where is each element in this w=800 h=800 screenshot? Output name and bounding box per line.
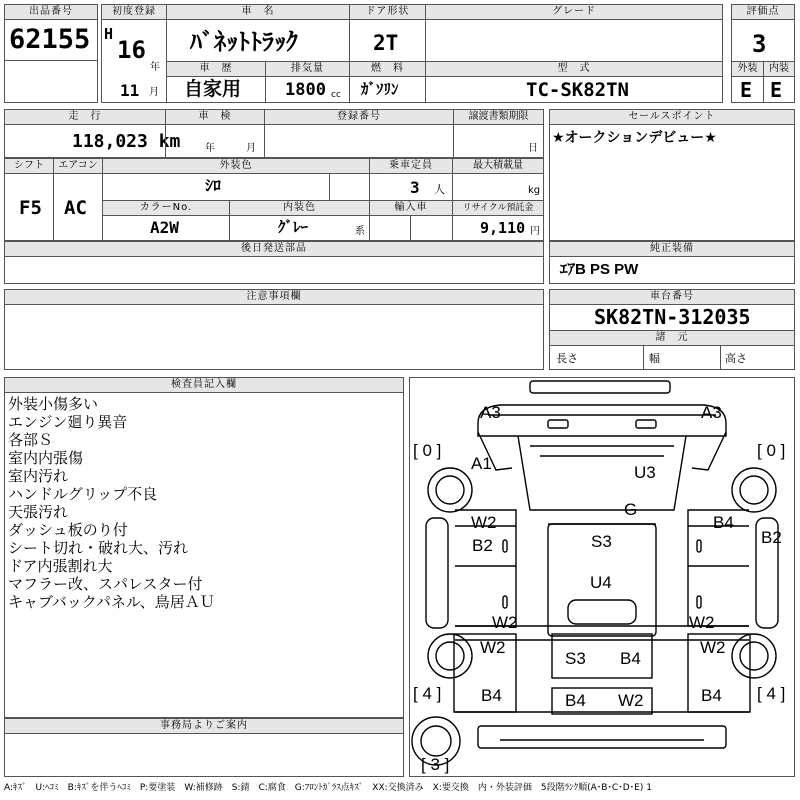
- grade-label: グレード: [425, 4, 723, 20]
- shift-label: シフト: [4, 158, 54, 174]
- seats-value: 3: [410, 178, 420, 197]
- mark-w2-left-mid: W2: [492, 613, 518, 632]
- history-value: 自家用: [184, 78, 242, 100]
- mark-g: G: [624, 500, 638, 519]
- interior-grade-label: 内装: [763, 61, 795, 77]
- width-label: 幅: [649, 352, 660, 365]
- interior-color-label: 内装色: [229, 200, 370, 216]
- inspection-month-unit: 月: [246, 143, 256, 154]
- later-parts-cell: [4, 256, 544, 284]
- mark-w2-left-front: W2: [471, 513, 497, 532]
- tire-tread-rear-right: [ 4 ]: [757, 684, 786, 703]
- mark-s3-cab: S3: [591, 532, 612, 551]
- body-color-sub: [329, 173, 370, 201]
- registration-year: 16: [117, 36, 146, 64]
- inspector-note: キャブバックパネル、鳥居ＡＵ: [8, 593, 215, 611]
- office-notice-cell: [4, 733, 404, 777]
- body-color-label: 外装色: [102, 158, 370, 174]
- fuel-label: 燃 料: [349, 61, 426, 77]
- exterior-grade: E: [740, 78, 753, 102]
- interior-grade: E: [770, 78, 783, 102]
- inspector-note: ダッシュ板のり付: [8, 521, 128, 539]
- max-load-label: 最大積載量: [452, 158, 544, 174]
- mileage-value: 118,023 km: [72, 131, 181, 152]
- mileage-label: 走 行: [4, 109, 166, 125]
- ac-label: エアコン: [53, 158, 103, 174]
- score-label: 評価点: [731, 4, 795, 20]
- sales-point-label: セールスポイント: [549, 109, 795, 125]
- mark-a1: A1: [471, 454, 492, 473]
- exterior-grade-label: 外装: [731, 61, 764, 77]
- inspector-note: マフラー改、スパレスター付: [8, 575, 203, 593]
- mark-w2-tail: W2: [618, 691, 644, 710]
- model-value: TC-SK82TN: [526, 79, 629, 101]
- inspector-notes-label: 検査員記入欄: [4, 377, 404, 393]
- seats-unit: 人: [434, 183, 445, 196]
- year-unit: 年: [150, 62, 160, 73]
- lot-number: 62155: [9, 24, 91, 55]
- score-value: 3: [752, 30, 767, 58]
- first-registration-label: 初度登録: [101, 4, 167, 20]
- color-number-label: カラーNo.: [102, 200, 230, 216]
- recycle-deposit-unit: 円: [530, 226, 540, 237]
- inspector-note: シート切れ・破れ大、汚れ: [8, 539, 189, 557]
- sales-point-value: ★オークションデビュー★: [552, 130, 717, 146]
- inspection-year-unit: 年: [205, 143, 215, 154]
- month-unit: 月: [149, 87, 159, 98]
- recycle-deposit-label: リサイクル預託金: [452, 200, 544, 216]
- mark-b4-right-rear: B4: [701, 686, 722, 705]
- max-load-unit: kg: [528, 185, 541, 196]
- inspector-notes-list: [8, 395, 215, 611]
- inspector-note: ハンドルグリップ不良: [8, 485, 158, 503]
- model-label: 型 式: [425, 61, 723, 77]
- color-number-value: A2W: [150, 218, 179, 237]
- mark-a3-left: A3: [480, 403, 501, 422]
- tire-tread-rear-left: [ 4 ]: [413, 684, 442, 703]
- car-name-label: 車 名: [166, 4, 350, 20]
- import-label: 輸入車: [369, 200, 453, 216]
- mark-w2-right-mid: W2: [689, 613, 715, 632]
- import-sub: [410, 215, 453, 241]
- inspector-note: ドア内張割れ大: [8, 557, 113, 575]
- inspector-note: エンジン廻り異音: [8, 413, 128, 431]
- mark-b4-left-rear: B4: [481, 686, 502, 705]
- fuel-value: ｶﾞｿﾘﾝ: [361, 81, 399, 98]
- mark-b2-right: B2: [761, 528, 782, 547]
- registration-month: 11: [120, 81, 140, 100]
- transfer-day-unit: 日: [528, 143, 538, 154]
- displacement-value: 1800: [285, 80, 326, 100]
- length-label: 長さ: [556, 352, 578, 365]
- tire-tread-front-left: [ 0 ]: [413, 441, 442, 460]
- shift-value: F5: [19, 197, 42, 219]
- mark-u3: U3: [634, 463, 656, 482]
- inspector-note: 室内汚れ: [8, 467, 69, 485]
- body-color-value: ｼﾛ: [205, 178, 222, 195]
- registration-number-label: 登録番号: [264, 109, 454, 125]
- registration-number-cell: [264, 124, 454, 158]
- lot-number-blank: [4, 60, 98, 103]
- chassis-number-label: 車台番号: [549, 289, 795, 305]
- inspector-note: 外装小傷多い: [8, 395, 99, 413]
- grade-cell: [425, 19, 723, 62]
- height-label: 高さ: [725, 352, 747, 365]
- seats-label: 乗車定員: [369, 158, 453, 174]
- inspection-label: 車 検: [165, 109, 265, 125]
- tire-tread-spare: [ 3 ]: [421, 755, 450, 774]
- mark-w2-right-rear: W2: [700, 638, 726, 657]
- ac-value: AC: [64, 197, 87, 219]
- mark-b4-bed: B4: [620, 649, 641, 668]
- later-parts-label: 後日発送部品: [4, 241, 544, 257]
- office-notice-label: 事務局よりご案内: [4, 718, 404, 734]
- tire-tread-front-right: [ 0 ]: [757, 441, 786, 460]
- damage-code-legend: A:ｷｽﾞ U:ﾍｺﾐ B:ｷｽﾞを伴うﾍｺﾐ P:要塗装 W:補修跡 S:錆 C:腐食 G:ﾌﾛﾝﾄｶﾞﾗｽ点ｷｽﾞ XX:交換済み X:要交換 内・外装評価 5段階ﾗﾝｸ順(A･B･C･D･E) 1: [4, 783, 652, 793]
- lot-number-label: 出品番号: [4, 4, 98, 20]
- mark-a3-right: A3: [701, 403, 722, 422]
- inspector-note: 室内内張傷: [8, 449, 84, 467]
- history-label: 車 歴: [166, 61, 266, 77]
- equipment-label: 純正装備: [549, 241, 795, 257]
- transfer-deadline-label: 譲渡書類期限: [453, 109, 544, 125]
- chassis-number: SK82TN-312035: [594, 305, 751, 329]
- recycle-deposit-value: 9,110: [480, 219, 526, 237]
- interior-color-value: ｸﾞﾚｰ: [278, 219, 309, 236]
- mark-b4-right-front: B4: [713, 513, 734, 532]
- equipment-value: ｴｱB PS PW: [560, 261, 639, 278]
- displacement-unit: cc: [331, 90, 341, 100]
- door-label: ドア形状: [349, 4, 426, 20]
- interior-color-unit: 系: [355, 226, 365, 237]
- car-name: ﾊﾞﾈｯﾄﾄﾗｯｸ: [190, 29, 298, 56]
- displacement-label: 排気量: [265, 61, 350, 77]
- mark-u4: U4: [590, 573, 612, 592]
- mark-s3-bed: S3: [565, 649, 586, 668]
- mark-b2-left: B2: [472, 536, 493, 555]
- mark-w2-left-rear: W2: [480, 638, 506, 657]
- caution-label: 注意事項欄: [4, 289, 544, 305]
- caution-cell: [4, 304, 544, 370]
- era-letter: H: [104, 25, 114, 43]
- inspector-note: 天張汚れ: [8, 503, 69, 521]
- door-type: 2T: [373, 31, 399, 55]
- mark-b4-tail: B4: [565, 691, 586, 710]
- specs-label: 諸 元: [549, 330, 795, 346]
- inspector-note: 各部Ｓ: [8, 431, 54, 449]
